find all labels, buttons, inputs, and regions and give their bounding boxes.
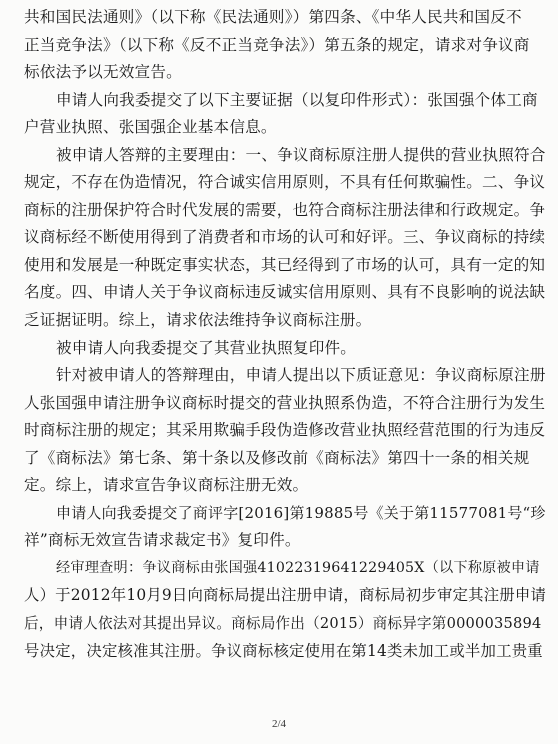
- text-line: 后，申请人依法对其提出异议。商标局作出（2015）商标异字第0000035894: [24, 615, 542, 633]
- text-line: 共和国民法通则》（以下称《民法通则》）第四条、《中华人民共和国反不: [24, 8, 522, 26]
- text-line: 正当竞争法》（以下称《反不正当竞争法》）第五条的规定，请求对争议商: [24, 35, 530, 54]
- text-line: 使用和发展是一种既定事实状态，其已经得到了市场的认可，具有一定的知: [24, 255, 546, 274]
- text-line: 时商标注册的规定；其采用欺骗手段伪造修改营业执照经营范围的行为违反: [24, 421, 546, 440]
- text-line: 经审理查明：争议商标由张国强41022319641229405X（以下称原被申请: [56, 559, 540, 576]
- text-line: 被申请人向我委提交了其营业执照复印件。: [56, 338, 357, 357]
- document-body: [24, 4, 546, 665]
- text-line: 定。综上，请求宣告争议商标注册无效。: [24, 476, 309, 495]
- text-line: 了《商标法》第七条、第十条以及修改前《商标法》第四十一条的相关规: [24, 448, 530, 467]
- text-line: 被申请人答辩的主要理由：一、争议商标原注册人提供的营业执照符合: [56, 145, 546, 164]
- text-line: 针对被申请人的答辩理由，申请人提出以下质证意见：争议商标原注册: [56, 366, 546, 385]
- text-line: 申请人向我委提交了以下主要证据（以复印件形式）：张国强个体工商: [56, 90, 538, 109]
- text-line: 户营业执照、张国强企业基本信息。: [24, 118, 277, 137]
- text-line: 乏证据证明。综上，请求依法维持争议商标注册。: [24, 311, 372, 330]
- text-line: 人）于2012年10月9日向商标局提出注册申请，商标局初步审定其注册申请: [24, 586, 546, 605]
- text-line: 规定，不存在伪造情况，符合诚实信用原则，不具有任何欺骗性。二、争议: [24, 173, 546, 192]
- text-line: 人张国强申请注册争议商标时提交的营业执照系伪造，不符合注册行为发生: [24, 393, 546, 412]
- text-line: 议商标经不断使用得到了消费者和市场的认可和好评。三、争议商标的持续: [24, 228, 546, 247]
- page-number: 2/4: [271, 718, 287, 730]
- text-line: 申请人向我委提交了商评字[2016]第19885号《关于第11577081号“珍: [56, 503, 546, 522]
- text-line: 商标的注册保护符合时代发展的需要，也符合商标注册法律和行政规定。争: [24, 200, 546, 219]
- text-line: 标依法予以无效宣告。: [24, 63, 182, 82]
- text-line: 名度。四、申请人关于争议商标违反诚实信用原则、具有不良影响的说法缺: [24, 283, 546, 302]
- text-line: 号决定，决定核准其注册。争议商标核定使用在第14类未加工或半加工贵重: [24, 641, 543, 660]
- text-line: 祥”商标无效宣告请求裁定书》复印件。: [24, 531, 301, 550]
